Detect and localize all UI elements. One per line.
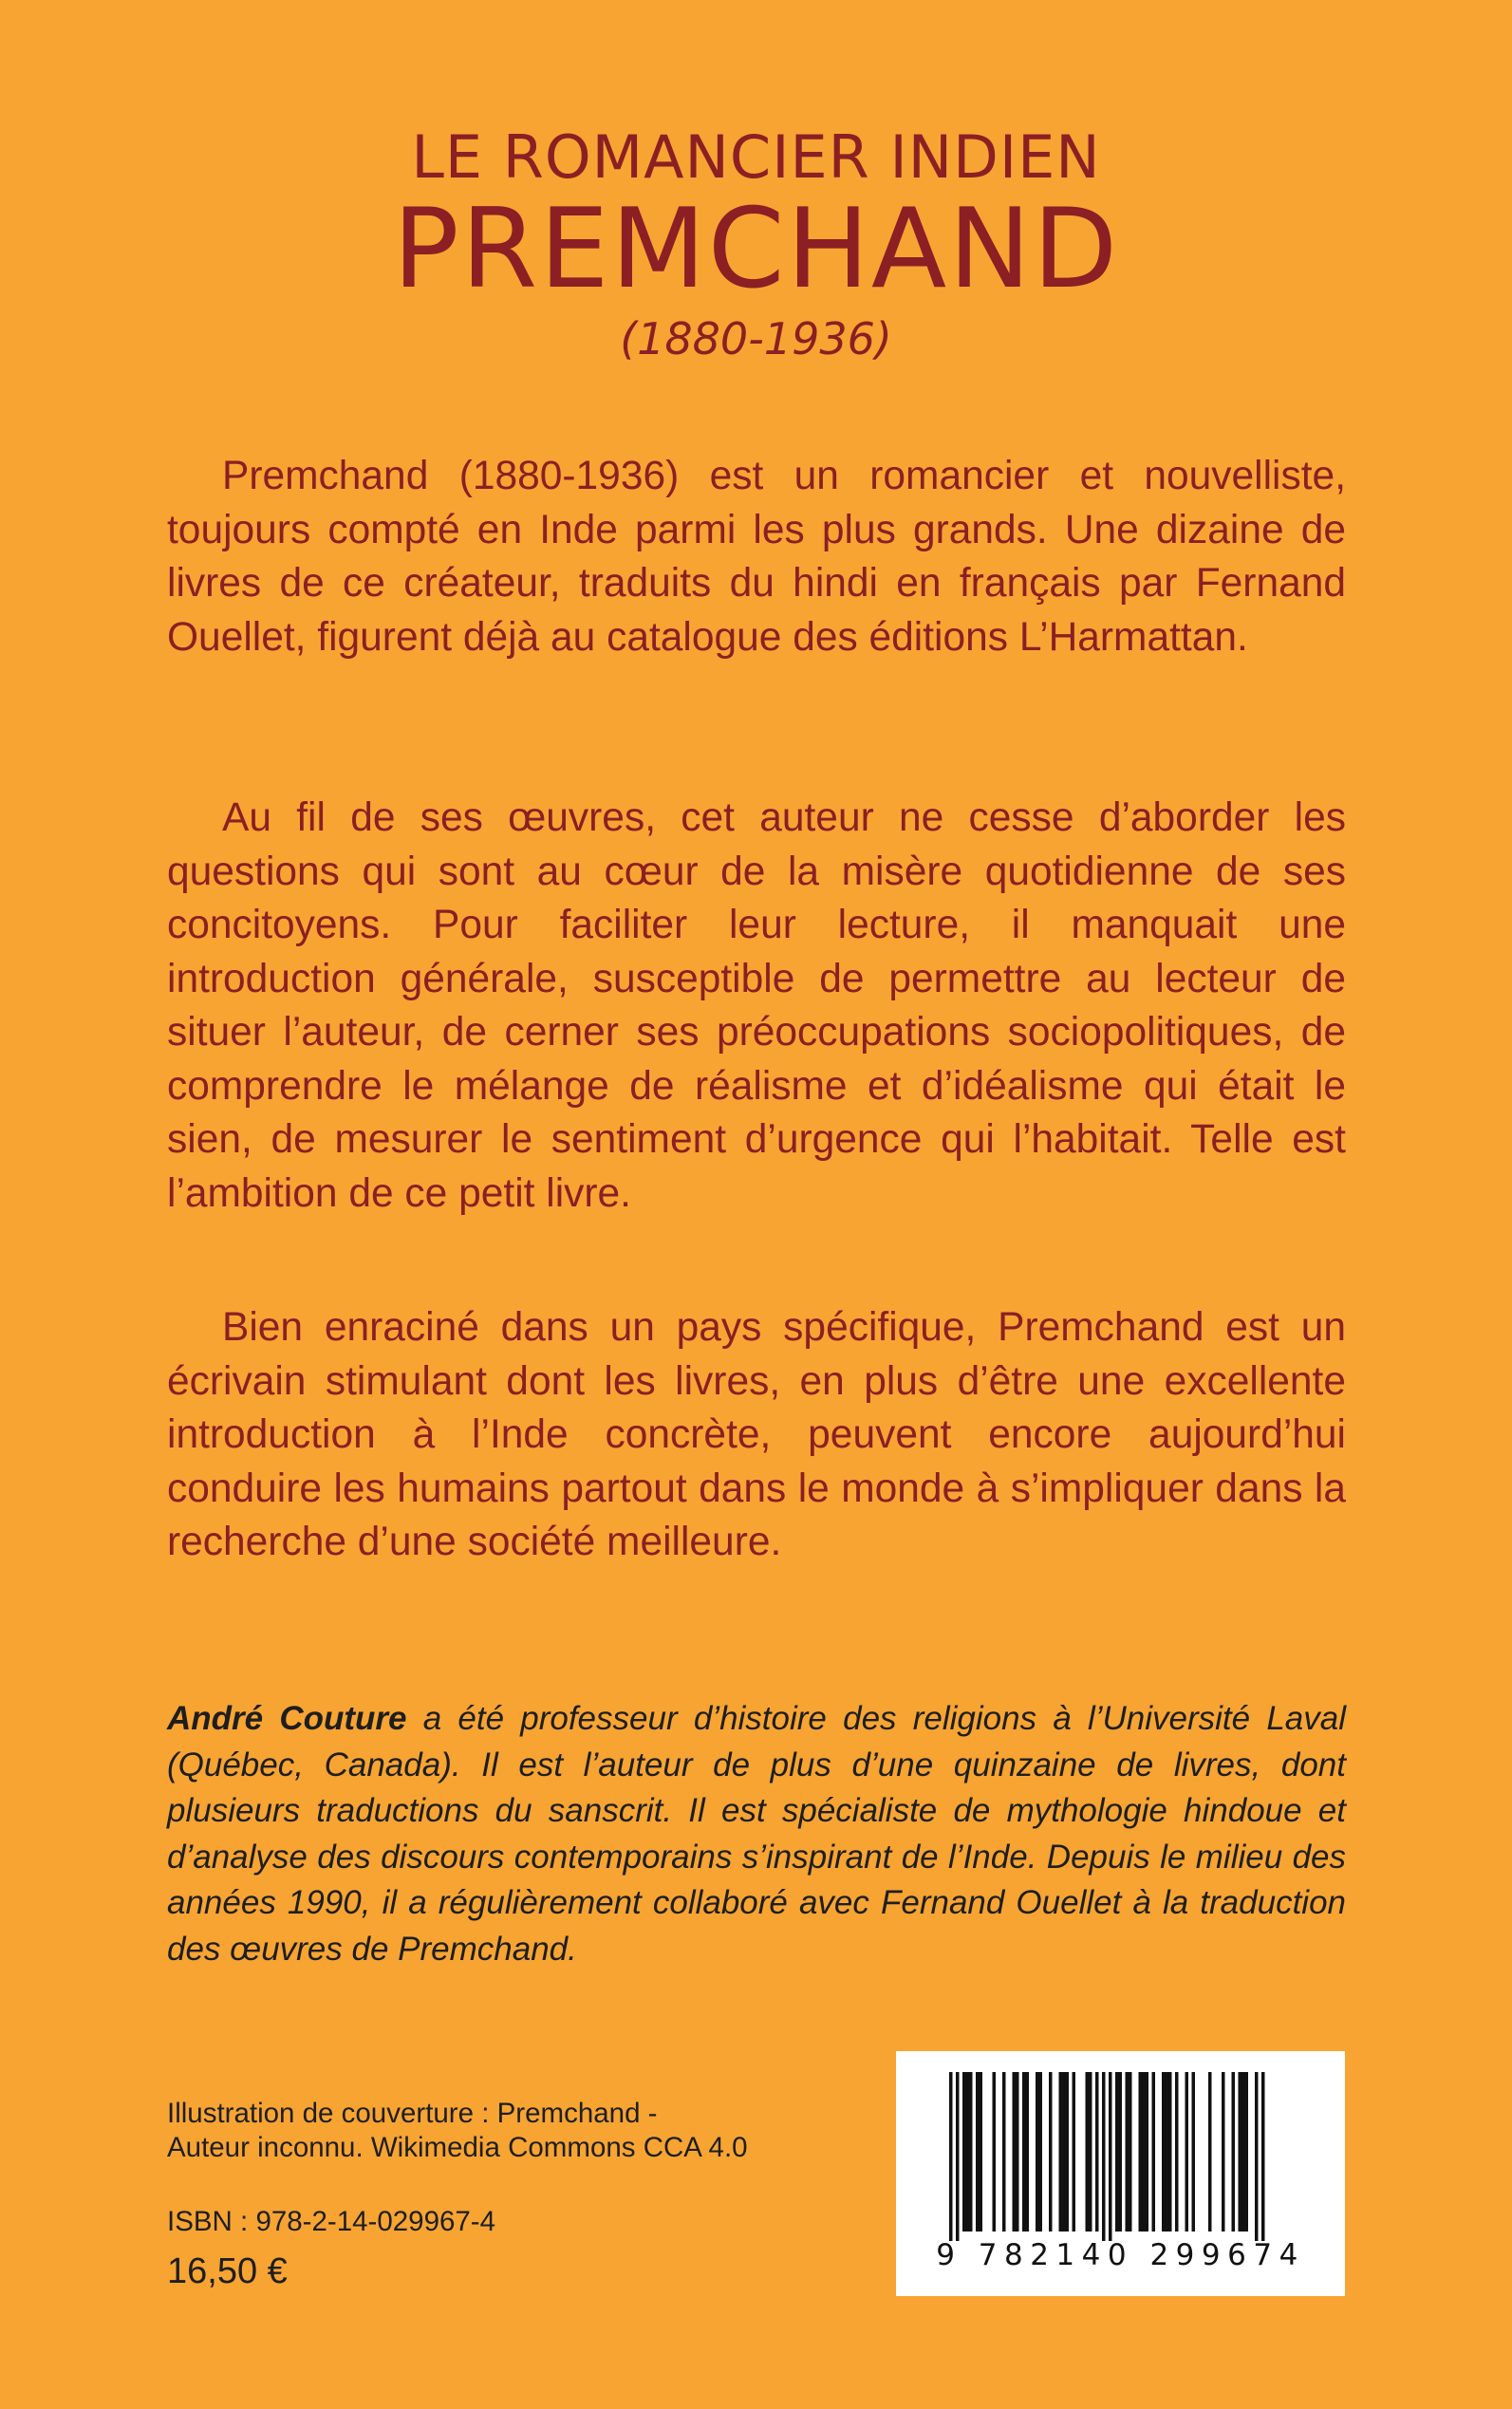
barcode-bar xyxy=(1222,2072,1225,2232)
barcode-digits: 9 782140 299674 xyxy=(936,2238,1305,2272)
barcode-bar xyxy=(1185,2072,1189,2232)
barcode-bar xyxy=(1175,2072,1179,2232)
barcode-bar xyxy=(1086,2072,1092,2232)
barcode-bar xyxy=(1208,2072,1212,2232)
barcode-bar xyxy=(1126,2072,1132,2232)
barcode-guard-bar xyxy=(1255,2072,1259,2241)
credits-line-1: Illustration de couverture : Premchand - xyxy=(167,2098,658,2129)
synopsis-paragraph-1: Premchand (1880-1936) est un romancier et nouvelliste, toujours compté en Inde parmi les plus grands. Une dizaine de livres de ce créateur, traduits du hindi en français par Fernand Ouellet, figurent déjà au catalogue des éditions L’Harmattan. xyxy=(167,454,1346,660)
barcode-bar xyxy=(1013,2072,1019,2232)
barcode-bar xyxy=(1002,2072,1006,2232)
barcode-bar xyxy=(1036,2072,1042,2232)
barcode-bar xyxy=(993,2072,997,2232)
barcode-bars xyxy=(896,2051,1345,2241)
barcode-bar xyxy=(1049,2072,1053,2232)
author-name: André Couture xyxy=(167,1700,407,1737)
title-line-1: LE ROMANCIER INDIEN xyxy=(411,122,1101,192)
barcode-guard-bar xyxy=(956,2072,960,2241)
barcode-guard-bar xyxy=(1109,2072,1112,2241)
barcode-bar xyxy=(1162,2072,1172,2232)
barcode-bar xyxy=(1139,2072,1149,2232)
barcode-guard-bar xyxy=(1102,2072,1106,2241)
title-author-name: PREMCHAND xyxy=(392,185,1120,313)
author-bio-text: a été professeur d’histoire des religions à l’Université Laval (Québec, Canada). Il est l’auteur de plus d’une quinzaine de livres, dont plusieurs traductions du sanscrit. Il est spécialiste de mythologie hindoue et d’analyse des discours contemporains s’inspirant de l’Inde. Depuis le milieu des années 1990, il a régulièrement collaboré avec Fernand Ouellet à la traduction des œuvres de Premchand. xyxy=(167,1700,1347,1968)
barcode-bar xyxy=(1152,2072,1156,2232)
title-dates: (1880-1936) xyxy=(620,313,892,364)
barcode-bar xyxy=(1232,2072,1236,2232)
barcode-bar xyxy=(1239,2072,1249,2232)
price: 16,50 € xyxy=(167,2251,288,2291)
barcode-bar xyxy=(1115,2072,1122,2232)
author-bio xyxy=(167,1696,1346,1972)
cover-credits xyxy=(167,2097,748,2165)
barcode-guard-bar xyxy=(1261,2072,1265,2241)
barcode-bar xyxy=(1022,2072,1029,2232)
barcode-bar xyxy=(1059,2072,1070,2232)
barcode-guard-bar xyxy=(949,2072,953,2241)
barcode-bar xyxy=(976,2072,982,2232)
synopsis-paragraph-3: Bien enraciné dans un pays spécifique, Premchand est un écrivain stimulant dont les livres, en plus d’être une excellente introduction à l’Inde concrète, peuvent encore aujourd’hui conduire les humains partout dans le monde à s’impliquer dans la recherche d’une société meilleure. xyxy=(167,1305,1346,1564)
synopsis-paragraph-2: Au fil de ses œuvres, cet auteur ne cesse d’aborder les questions qui sont au cœur de la misère quotidienne de ses concitoyens. Pour faciliter leur lecture, il manquait une introduction générale, susceptible de permettre au lecteur de situer l’auteur, de cerner ses préoccupations sociopolitiques, de comprendre le mélange de réalisme et d’idéalisme qui était le sien, de mesurer le sentiment d’urgence qui l’habitait. Telle est l’ambition de ce petit livre. xyxy=(167,795,1346,1216)
barcode-bar xyxy=(962,2072,973,2232)
barcode-bar xyxy=(1095,2072,1099,2232)
credits-line-2: Auteur inconnu. Wikimedia Commons CCA 4.0 xyxy=(167,2132,748,2163)
barcode xyxy=(896,2051,1345,2296)
barcode-bar xyxy=(1073,2072,1076,2232)
book-title-block xyxy=(0,123,1512,370)
isbn-number: ISBN : 978-2-14-029967-4 xyxy=(167,2206,496,2237)
barcode-bar xyxy=(1192,2072,1196,2232)
